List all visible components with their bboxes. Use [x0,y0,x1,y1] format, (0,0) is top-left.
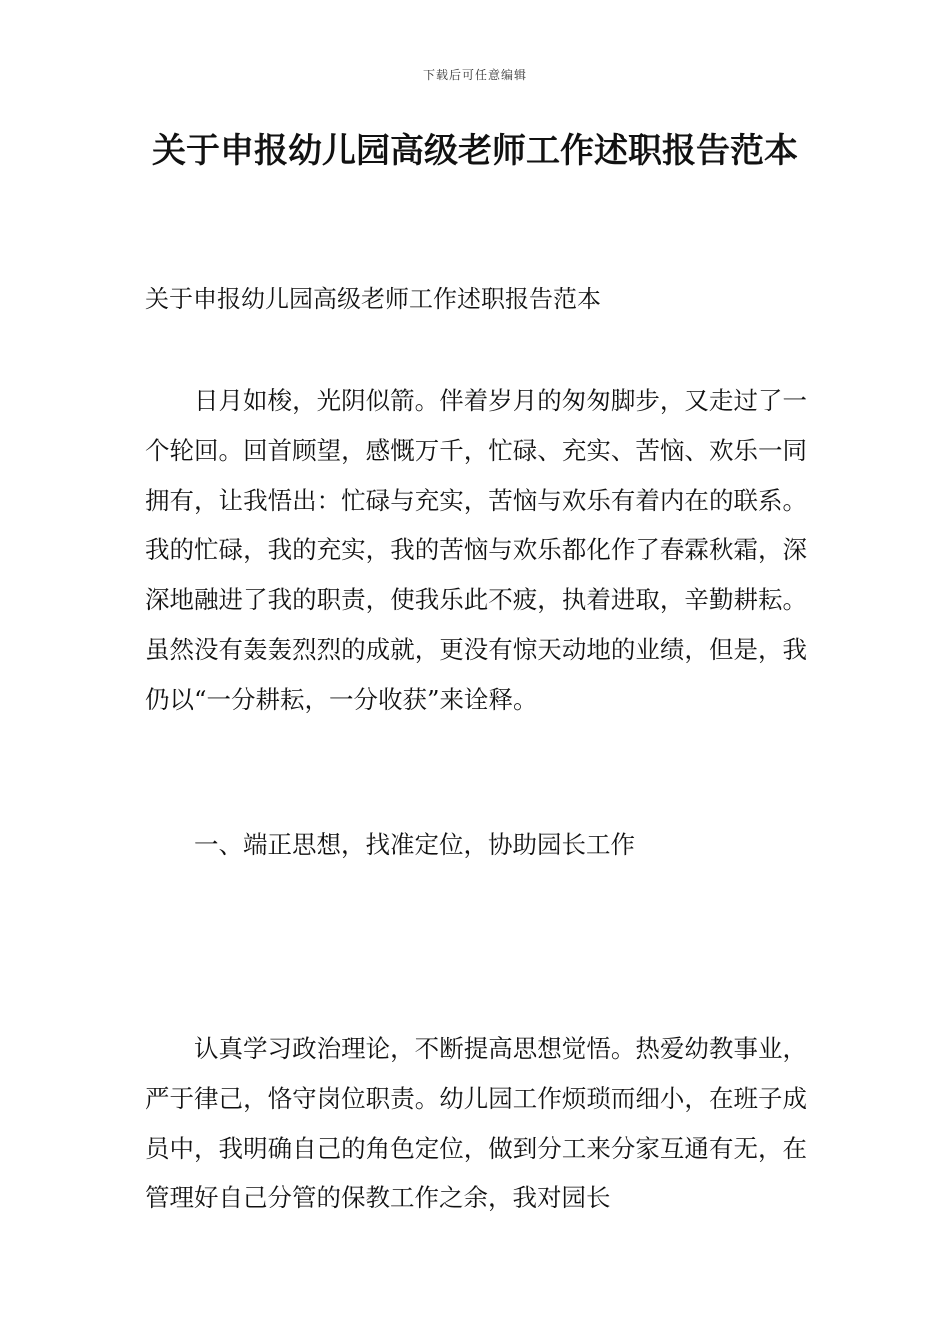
section-heading: 一、端正思想，找准定位，协助园长工作 [194,830,635,859]
header-note: 下载后可任意编辑 [422,68,527,82]
paragraph-section-one: 认真学习政治理论，不断提高思想觉悟。热爱幼教事业，严于律己，恪守岗位职责。幼儿园工作烦琐而细小，在班子成员中，我明确自己的角色定位，做到分工来分家互通有无，在管理好自己分管的保教工作之余，我对园长 [145,1034,807,1213]
document-title: 关于申报幼儿园高级老师工作述职报告范本 [152,131,798,171]
paragraph-intro: 日月如梭，光阴似箭。伴着岁月的匆匆脚步，又走过了一个轮回。回首顾望，感慨万千，忙碌、充实、苦恼、欢乐一同拥有，让我悟出：忙碌与充实，苦恼与欢乐有着内在的联系。我的忙碌，我的充实，我的苦恼与欢乐都化作了春霖秋霜，深深地融进了我的职责，使我乐此不疲，执着进取，辛勤耕耘。虽然没有轰轰烈烈的成就，更没有惊天动地的业绩，但是，我仍以“一分耕耘，一分收获”来诠释。 [145,386,807,714]
document-subtitle: 关于申报幼儿园高级老师工作述职报告范本 [145,285,601,313]
